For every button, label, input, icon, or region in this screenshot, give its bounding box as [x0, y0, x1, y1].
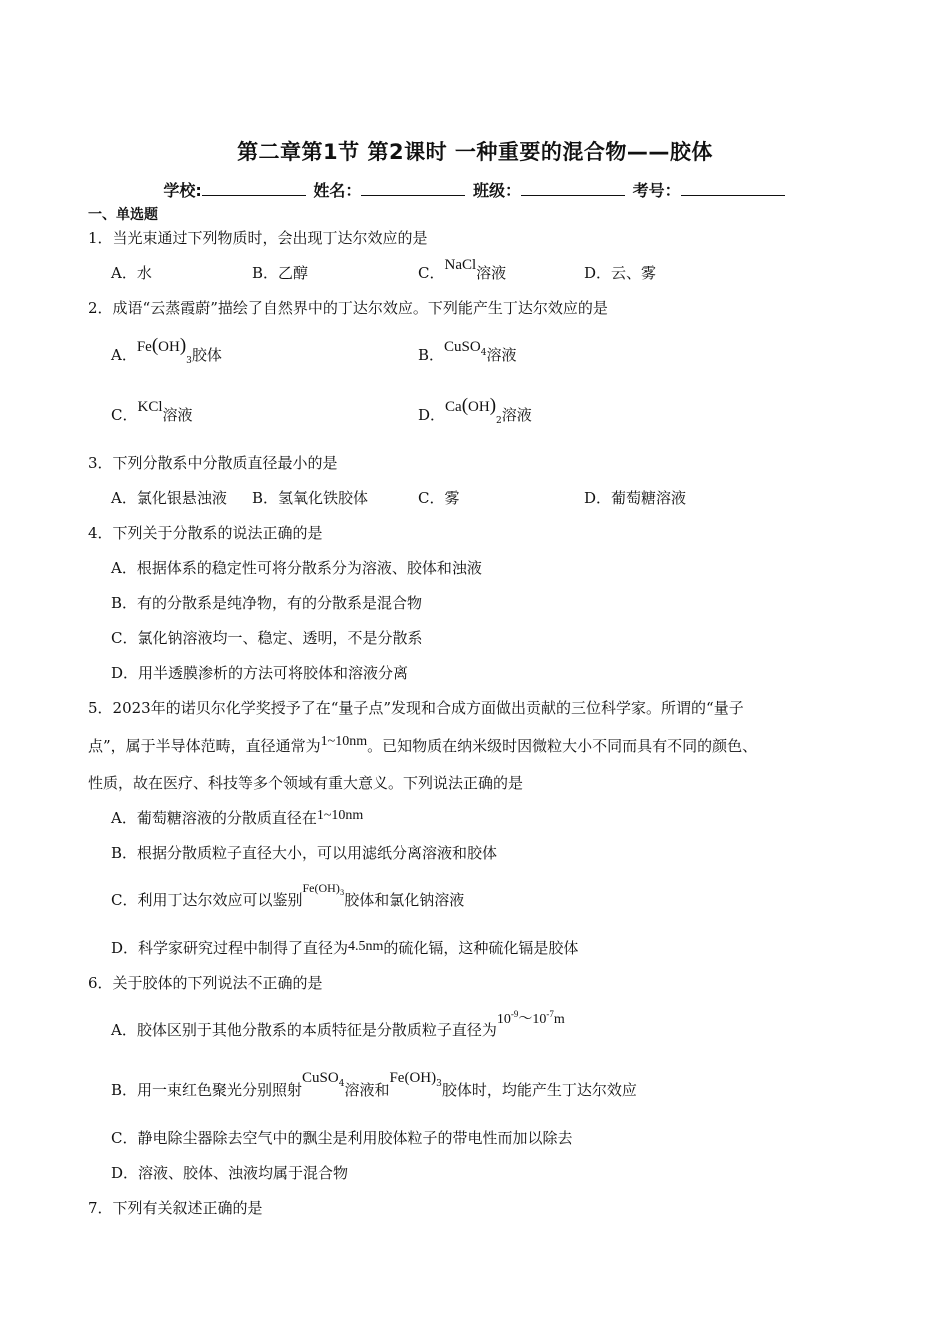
school-label: 学校: [163, 181, 202, 200]
q2-option-b: B．CuSO$^4$溶液 [418, 339, 517, 364]
q4-option-a: A．根据体系的稳定性可将分散系分为溶液、胶体和浊液 [111, 559, 482, 577]
q3-option-b: B．氢氧化铁胶体 [252, 489, 369, 507]
name-blank[interactable] [361, 181, 465, 196]
q6-option-c: C．静电除尘器除去空气中的飘尘是利用胶体粒子的带电性而加以除去 [111, 1129, 573, 1147]
q4-option-d: D．用半透膜渗析的方法可将胶体和溶液分离 [111, 664, 409, 682]
q4-option-c: C．氯化钠溶液均一、稳定、透明，不是分散系 [111, 629, 423, 647]
section-heading: 一、单选题 [88, 207, 158, 223]
class-blank[interactable] [521, 181, 625, 196]
formula: 1~10nm [320, 734, 368, 749]
question-1-stem: 1．当光束通过下列物质时，会出现丁达尔效应的是 [88, 229, 428, 247]
q1-option-b: B．乙醇 [252, 264, 309, 282]
q2-option-c: C．KCl溶液 [111, 399, 193, 424]
formula: CuSO [444, 339, 481, 355]
formula: Ca(OH) [445, 395, 497, 416]
question-5-stem-line-2: 点”，属于半导体范畴，直径通常为1~10nm。已知物质在纳米级时因微粒大小不同而具有不同的颜色、 [88, 734, 758, 755]
formula: Fe(OH) [389, 1070, 437, 1086]
question-7-stem: 7．下列有关叙述正确的是 [88, 1199, 263, 1217]
q1-option-a: A．水 [111, 264, 152, 282]
formula: KCl [137, 399, 163, 415]
class-label: 班级： [472, 181, 521, 200]
name-label: 姓名： [313, 181, 362, 200]
q2-option-a: A．$Fe(OH)_3$胶体 [111, 335, 222, 366]
exam-number-label: 考号： [632, 181, 681, 200]
question-5-stem-line-1: 5．2023年的诺贝尔化学奖授予了在“量子点”发现和合成方面做出贡献的三位科学家。所谓的“量子 [88, 699, 744, 717]
q1-option-d: D．云、雾 [584, 264, 657, 282]
q6-option-b: B．用一束红色聚光分别照射CuSO$^4$溶液和Fe(OH)$^3$胶体时，均能产生丁达尔效应 [111, 1070, 637, 1099]
student-info-line [0, 178, 950, 201]
q5-option-b: B．根据分散质粒子直径大小，可以用滤纸分离溶液和胶体 [111, 844, 498, 862]
q3-option-c: C．雾 [418, 489, 460, 507]
q6-option-a: A．胶体区别于其他分散系的本质特征是分散质粒子直径为$10^{-9}\sim 10^{-7}m$ [111, 1009, 565, 1039]
question-2-stem: 2．成语“云蒸霞蔚”描绘了自然界中的丁达尔效应。下列能产生丁达尔效应的是 [88, 299, 608, 317]
formula: Fe(OH) [302, 881, 340, 895]
formula: CuSO [302, 1070, 339, 1086]
formula: 1~10nm [316, 808, 364, 823]
formula: NaCl [444, 257, 477, 273]
exam-number-blank[interactable] [681, 181, 785, 196]
school-blank[interactable] [202, 181, 306, 196]
q3-option-a: A．氯化银悬浊液 [111, 489, 227, 507]
formula: 4.5nm [348, 939, 384, 954]
q5-option-c: C．利用丁达尔效应可以鉴别$^{Fe(OH)3}$胶体和氯化钠溶液 [111, 881, 465, 909]
q3-option-d: D．葡萄糖溶液 [584, 489, 687, 507]
question-3-stem: 3．下列分散系中分散质直径最小的是 [88, 454, 338, 472]
formula: $10^{-9}\sim 10^{-7}m$ [496, 1009, 565, 1027]
question-4-stem: 4．下列关于分散系的说法正确的是 [88, 524, 323, 542]
question-6-stem: 6．关于胶体的下列说法不正确的是 [88, 974, 323, 992]
page-title: 第二章第1节 第2课时 一种重要的混合物——胶体 [237, 140, 713, 164]
formula: Fe(OH) [136, 335, 187, 356]
q6-option-d: D．溶液、胶体、浊液均属于混合物 [111, 1164, 349, 1182]
q1-option-c: C．NaCl溶液 [418, 257, 507, 282]
q2-option-d: D．$Ca(OH)_2$溶液 [418, 395, 532, 426]
question-5-stem-line-3: 性质，故在医疗、科技等多个领域有重大意义。下列说法正确的是 [88, 774, 524, 792]
q5-option-a: A．葡萄糖溶液的分散质直径在1~10nm [111, 808, 364, 827]
q4-option-b: B．有的分散系是纯净物，有的分散系是混合物 [111, 594, 423, 612]
q5-option-d: D．科学家研究过程中制得了直径为4.5nm的硫化镉，这种硫化镉是胶体 [111, 939, 579, 957]
